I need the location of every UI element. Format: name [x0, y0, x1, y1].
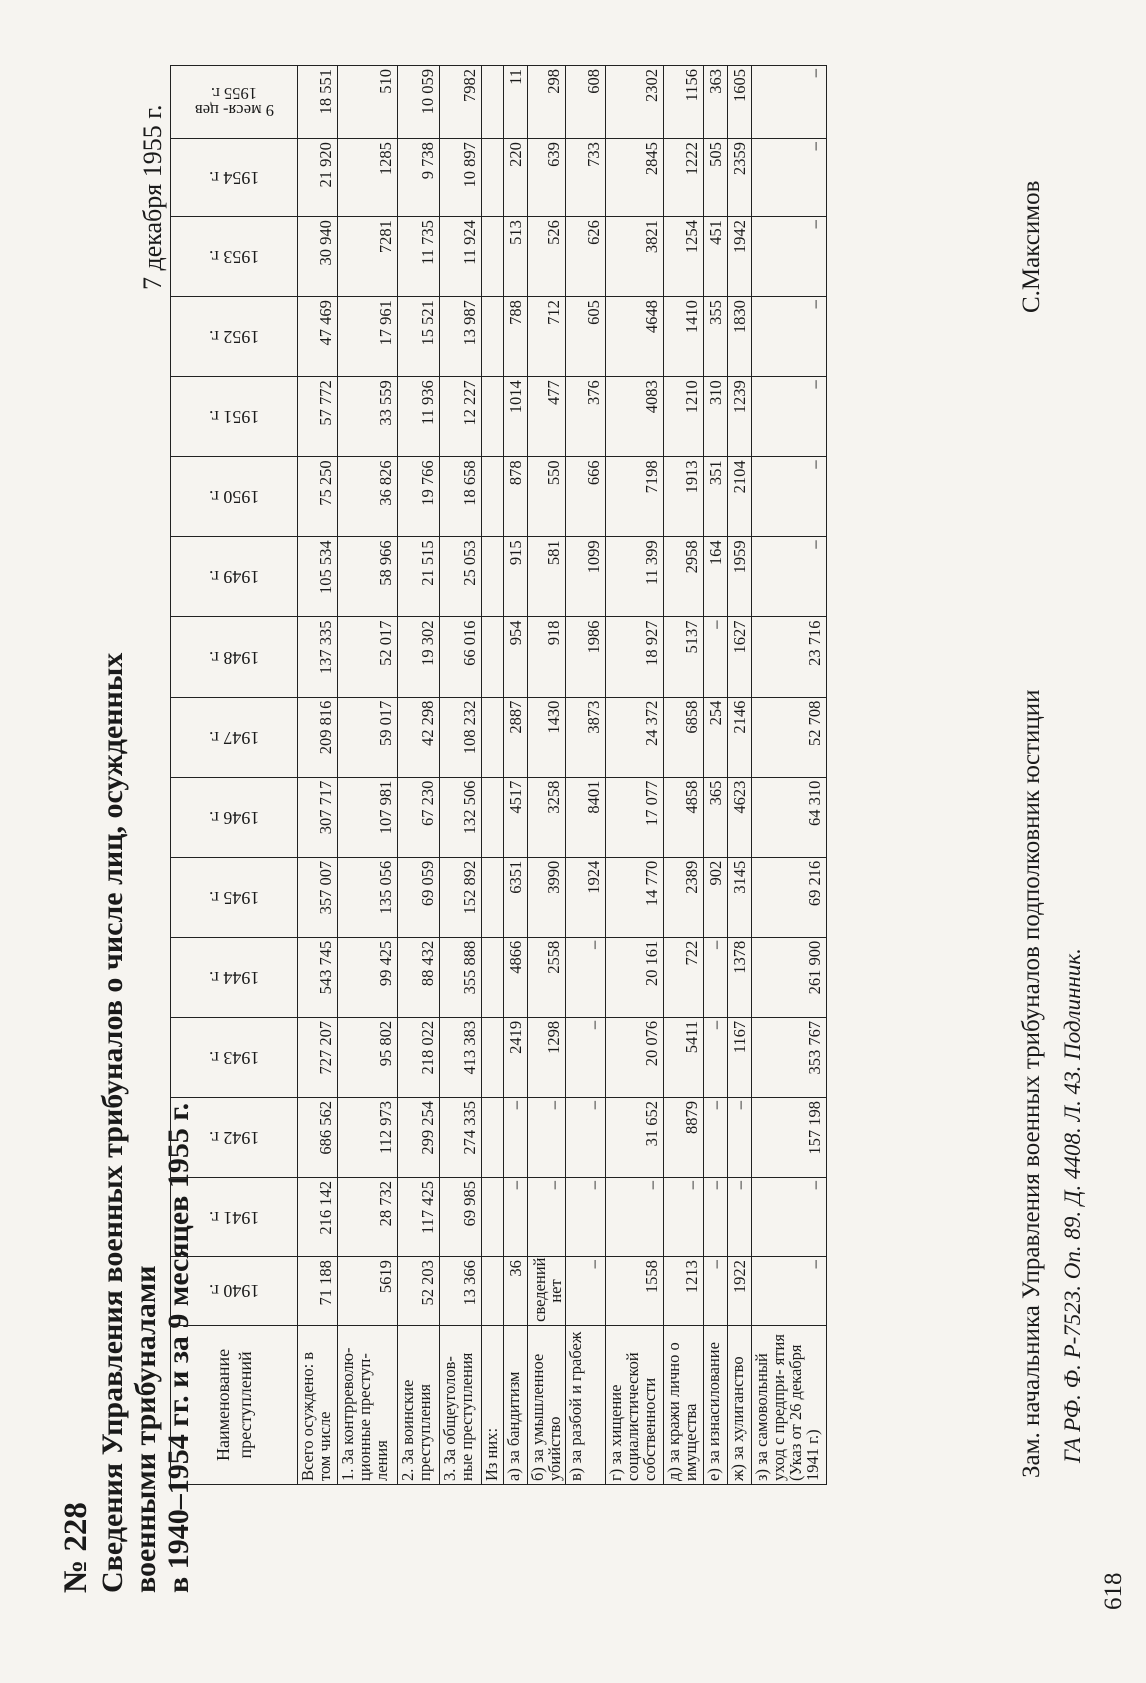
- table-cell: 2419: [504, 1017, 528, 1097]
- table-cell: 4517: [504, 777, 528, 857]
- table-cell: 1210: [664, 377, 704, 457]
- table-cell: 8879: [664, 1097, 704, 1177]
- header-year: [171, 537, 298, 617]
- table-cell: 4858: [664, 777, 704, 857]
- header-year: [171, 1257, 298, 1326]
- table-cell: –: [728, 1178, 752, 1257]
- table-cell: 712: [528, 297, 566, 377]
- table-cell: 918: [528, 617, 566, 697]
- table-cell: 112 973: [338, 1097, 398, 1177]
- table-cell: 11 735: [398, 217, 440, 297]
- table-cell: 307 717: [298, 777, 338, 857]
- table-cell: 1254: [664, 217, 704, 297]
- table-cell: 298: [528, 66, 566, 139]
- table-cell: 11: [504, 66, 528, 139]
- table-cell: –: [704, 1178, 728, 1257]
- table-cell: [482, 617, 504, 697]
- table-cell: 261 900: [752, 937, 827, 1017]
- header-crime-name: Наименование преступлений: [171, 1325, 298, 1484]
- table-cell: 1285: [338, 139, 398, 217]
- header-year-label: 1946 г.: [208, 807, 260, 828]
- table-cell: 64 310: [752, 777, 827, 857]
- table-cell: 626: [566, 217, 606, 297]
- table-cell: 2104: [728, 457, 752, 537]
- table-cell: 2558: [528, 937, 566, 1017]
- table-cell: 117 425: [398, 1178, 440, 1257]
- table-cell: 1014: [504, 377, 528, 457]
- title-line-2: в 1940–1954 гг. и за 9 месяцев 1955 г.: [162, 1102, 195, 1593]
- table-cell: 355 888: [440, 937, 482, 1017]
- table-cell: –: [704, 1097, 728, 1177]
- table-cell: [482, 857, 504, 937]
- table-cell: 1605: [728, 66, 752, 139]
- table-cell: 209 816: [298, 697, 338, 777]
- table-cell: 1942: [728, 217, 752, 297]
- table-cell: 4083: [606, 377, 664, 457]
- table-cell: 5137: [664, 617, 704, 697]
- table-cell: –: [704, 617, 728, 697]
- table-cell: 1156: [664, 66, 704, 139]
- row-label: б) за умышленное убийство: [528, 1325, 566, 1484]
- table-cell: 95 802: [338, 1017, 398, 1097]
- header-year: [171, 697, 298, 777]
- table-cell: –: [752, 66, 827, 139]
- table-cell: 1239: [728, 377, 752, 457]
- table-cell: 18 927: [606, 617, 664, 697]
- table-cell: 3145: [728, 857, 752, 937]
- table-cell: 5411: [664, 1017, 704, 1097]
- table-body: [298, 66, 827, 1485]
- table-cell: 11 399: [606, 537, 664, 617]
- table-cell: –: [566, 1097, 606, 1177]
- table-cell: 88 432: [398, 937, 440, 1017]
- row-label: 1. За контрреволю- ционные преступ- ления: [338, 1325, 398, 1484]
- table-cell: 1924: [566, 857, 606, 937]
- table-cell: 513: [504, 217, 528, 297]
- table-cell: 24 372: [606, 697, 664, 777]
- row-label: з) за самовольный уход с предпри- ятия (Указ от 26 декабря 1941 г.): [752, 1325, 827, 1484]
- table-cell: 2146: [728, 697, 752, 777]
- table-cell: 31 652: [606, 1097, 664, 1177]
- table-cell: 20 076: [606, 1017, 664, 1097]
- table-cell: 11 924: [440, 217, 482, 297]
- header-year-label: 1954 г.: [208, 168, 260, 189]
- table-cell: 52 708: [752, 697, 827, 777]
- table-cell: 510: [338, 66, 398, 139]
- table-cell: 526: [528, 217, 566, 297]
- table-cell: –: [752, 217, 827, 297]
- row-label: а) за бандитизм: [504, 1325, 528, 1484]
- table-cell: 218 022: [398, 1017, 440, 1097]
- table-cell: 105 534: [298, 537, 338, 617]
- table-cell: 376: [566, 377, 606, 457]
- table-row: [566, 66, 606, 1485]
- table-cell: 6858: [664, 697, 704, 777]
- document-number: № 228: [58, 1502, 94, 1593]
- table-cell: 23 716: [752, 617, 827, 697]
- page-number: 618: [1100, 1572, 1127, 1610]
- table-cell: 66 016: [440, 617, 482, 697]
- table-cell: 1986: [566, 617, 606, 697]
- table-cell: 451: [704, 217, 728, 297]
- table-cell: 1378: [728, 937, 752, 1017]
- header-year: [171, 617, 298, 697]
- table-cell: 351: [704, 457, 728, 537]
- table-cell: –: [752, 537, 827, 617]
- table-cell: 9 738: [398, 139, 440, 217]
- table-cell: 2845: [606, 139, 664, 217]
- table-cell: 52 017: [338, 617, 398, 697]
- table-cell: 310: [704, 377, 728, 457]
- table-cell: 157 198: [752, 1097, 827, 1177]
- table-cell: 915: [504, 537, 528, 617]
- table-cell: 69 985: [440, 1178, 482, 1257]
- table-cell: 639: [528, 139, 566, 217]
- table-cell: 550: [528, 457, 566, 537]
- title-line-1: Сведения Управления военных трибуналов о числе лиц, осужденных военными трибуналами: [96, 652, 162, 1593]
- table-cell: 878: [504, 457, 528, 537]
- table-row: [298, 66, 338, 1485]
- table-cell: 3258: [528, 777, 566, 857]
- header-year: [171, 1178, 298, 1257]
- table-row: [728, 66, 752, 1485]
- table-row: [504, 66, 528, 1485]
- table-cell: 19 302: [398, 617, 440, 697]
- signer-role: Зам. начальника Управления военных трибуналов подполковник юстиции: [1018, 689, 1045, 1478]
- table-cell: 13 366: [440, 1257, 482, 1326]
- table-cell: 3990: [528, 857, 566, 937]
- table-cell: 152 892: [440, 857, 482, 937]
- table-cell: 33 559: [338, 377, 398, 457]
- table-cell: 75 250: [298, 457, 338, 537]
- table-cell: 18 658: [440, 457, 482, 537]
- table-cell: 4648: [606, 297, 664, 377]
- table-cell: 543 745: [298, 937, 338, 1017]
- table-cell: 581: [528, 537, 566, 617]
- table-cell: 30 940: [298, 217, 338, 297]
- table-row: [606, 66, 664, 1485]
- header-year-label: 1940 г.: [208, 1281, 260, 1302]
- table-cell: [482, 777, 504, 857]
- table-cell: 99 425: [338, 937, 398, 1017]
- table-cell: 17 077: [606, 777, 664, 857]
- table-cell: 4623: [728, 777, 752, 857]
- table-cell: 12 227: [440, 377, 482, 457]
- table-cell: 2302: [606, 66, 664, 139]
- table-cell: 1213: [664, 1257, 704, 1326]
- table-cell: 2887: [504, 697, 528, 777]
- table-cell: 57 772: [298, 377, 338, 457]
- table-row: [752, 66, 827, 1485]
- table-cell: –: [528, 1097, 566, 1177]
- table-cell: 1099: [566, 537, 606, 617]
- table-cell: 1167: [728, 1017, 752, 1097]
- table-cell: сведений нет: [528, 1257, 566, 1326]
- table-cell: 8401: [566, 777, 606, 857]
- table-cell: –: [704, 1017, 728, 1097]
- table-cell: 1959: [728, 537, 752, 617]
- table-cell: 2389: [664, 857, 704, 937]
- row-label: Всего осуждено: в том числе: [298, 1325, 338, 1484]
- table-cell: –: [504, 1097, 528, 1177]
- table-cell: 788: [504, 297, 528, 377]
- table-cell: –: [752, 1257, 827, 1326]
- row-label: Из них:: [482, 1325, 504, 1484]
- table-cell: 14 770: [606, 857, 664, 937]
- header-year: [171, 457, 298, 537]
- table-cell: 108 232: [440, 697, 482, 777]
- table-cell: 365: [704, 777, 728, 857]
- table-row: [704, 66, 728, 1485]
- table-row: [398, 66, 440, 1485]
- header-year-label: 9 меся- цев 1955 г.: [194, 84, 274, 121]
- header-year-label: 1948 г.: [208, 647, 260, 668]
- table-cell: –: [752, 457, 827, 537]
- table-cell: 67 230: [398, 777, 440, 857]
- table-cell: 20 161: [606, 937, 664, 1017]
- table-header-row: [171, 66, 298, 1485]
- table-cell: [482, 1178, 504, 1257]
- table-cell: 6351: [504, 857, 528, 937]
- table-cell: 1627: [728, 617, 752, 697]
- table-cell: –: [752, 1178, 827, 1257]
- table-cell: 1913: [664, 457, 704, 537]
- header-year-label: 1950 г.: [208, 487, 260, 508]
- table-cell: –: [504, 1178, 528, 1257]
- table-cell: 505: [704, 139, 728, 217]
- header-year-label: 1944 г.: [208, 967, 260, 988]
- table-cell: –: [752, 139, 827, 217]
- header-year-label: 1941 г.: [208, 1207, 260, 1228]
- table-cell: 1222: [664, 139, 704, 217]
- table-cell: 71 188: [298, 1257, 338, 1326]
- table-cell: 363: [704, 66, 728, 139]
- row-label: г) за хищение социалистической собственности: [606, 1325, 664, 1484]
- table-cell: 7198: [606, 457, 664, 537]
- row-label: д) за кражи лично о имущества: [664, 1325, 704, 1484]
- table-cell: [482, 377, 504, 457]
- table-cell: 18 551: [298, 66, 338, 139]
- table-cell: [482, 1097, 504, 1177]
- table-cell: 1430: [528, 697, 566, 777]
- table-cell: 357 007: [298, 857, 338, 937]
- table-cell: 137 335: [298, 617, 338, 697]
- row-label: 2. За воинские преступления: [398, 1325, 440, 1484]
- header-year-label: 1953 г.: [208, 247, 260, 268]
- table-cell: 299 254: [398, 1097, 440, 1177]
- header-year-1955: [171, 66, 298, 139]
- table-cell: 3873: [566, 697, 606, 777]
- table-cell: 666: [566, 457, 606, 537]
- table-cell: 59 017: [338, 697, 398, 777]
- table-cell: 47 469: [298, 297, 338, 377]
- table-cell: 25 053: [440, 537, 482, 617]
- table-cell: [482, 1257, 504, 1326]
- table-cell: 254: [704, 697, 728, 777]
- table-cell: [482, 217, 504, 297]
- table-cell: [482, 457, 504, 537]
- table-cell: 4866: [504, 937, 528, 1017]
- table-cell: 28 732: [338, 1178, 398, 1257]
- table-cell: –: [566, 1178, 606, 1257]
- table-cell: –: [704, 937, 728, 1017]
- header-year: [171, 857, 298, 937]
- table-cell: 733: [566, 139, 606, 217]
- header-year-label: 1951 г.: [208, 407, 260, 428]
- row-label: в) за разбой и грабеж: [566, 1325, 606, 1484]
- convictions-table: [170, 65, 827, 1485]
- table-cell: 19 766: [398, 457, 440, 537]
- row-label: 3. За общеуголов- ные преступления: [440, 1325, 482, 1484]
- header-year-label: 1949 г.: [208, 567, 260, 588]
- table-cell: 1298: [528, 1017, 566, 1097]
- table-cell: 216 142: [298, 1178, 338, 1257]
- table-cell: [482, 937, 504, 1017]
- table-cell: –: [752, 297, 827, 377]
- table-cell: 17 961: [338, 297, 398, 377]
- table-cell: 954: [504, 617, 528, 697]
- header-year-label: 1947 г.: [208, 727, 260, 748]
- table-cell: –: [606, 1178, 664, 1257]
- document-date: 7 декабря 1955 г.: [138, 104, 167, 290]
- table-cell: 164: [704, 537, 728, 617]
- table-cell: 15 521: [398, 297, 440, 377]
- table-cell: 274 335: [440, 1097, 482, 1177]
- header-year: [171, 139, 298, 217]
- table-cell: 10 059: [398, 66, 440, 139]
- table-cell: 21 515: [398, 537, 440, 617]
- table-cell: 1922: [728, 1257, 752, 1326]
- table-cell: 135 056: [338, 857, 398, 937]
- table-cell: 21 920: [298, 139, 338, 217]
- table-cell: 11 936: [398, 377, 440, 457]
- table-cell: 477: [528, 377, 566, 457]
- table-cell: –: [752, 377, 827, 457]
- table-cell: 42 298: [398, 697, 440, 777]
- table-cell: –: [566, 1257, 606, 1326]
- table-cell: 1410: [664, 297, 704, 377]
- header-year: [171, 377, 298, 457]
- table-row: [482, 66, 504, 1485]
- table-cell: 107 981: [338, 777, 398, 857]
- table-cell: 608: [566, 66, 606, 139]
- table-cell: 1558: [606, 1257, 664, 1326]
- table-cell: [482, 297, 504, 377]
- table-cell: 353 767: [752, 1017, 827, 1097]
- table-cell: 5619: [338, 1257, 398, 1326]
- table-cell: [482, 537, 504, 617]
- table-cell: 7281: [338, 217, 398, 297]
- table-cell: 36 826: [338, 457, 398, 537]
- table-cell: 13 987: [440, 297, 482, 377]
- header-year: [171, 1097, 298, 1177]
- table-cell: –: [664, 1178, 704, 1257]
- row-label: ж) за хулиганство: [728, 1325, 752, 1484]
- table-cell: 69 216: [752, 857, 827, 937]
- table-cell: –: [528, 1178, 566, 1257]
- table-cell: –: [704, 1257, 728, 1326]
- table-cell: 69 059: [398, 857, 440, 937]
- table-cell: 36: [504, 1257, 528, 1326]
- header-year-label: 1952 г.: [208, 327, 260, 348]
- header-year: [171, 217, 298, 297]
- table-cell: 605: [566, 297, 606, 377]
- table-cell: 10 897: [440, 139, 482, 217]
- table-cell: 902: [704, 857, 728, 937]
- table-cell: 2958: [664, 537, 704, 617]
- table-row: [528, 66, 566, 1485]
- table-cell: 2359: [728, 139, 752, 217]
- signer-name: С.Максимов: [1018, 180, 1045, 313]
- table-row: [338, 66, 398, 1485]
- table-row: [440, 66, 482, 1485]
- table-cell: [482, 139, 504, 217]
- header-year: [171, 297, 298, 377]
- table-cell: 722: [664, 937, 704, 1017]
- table-cell: 413 383: [440, 1017, 482, 1097]
- table-cell: 52 203: [398, 1257, 440, 1326]
- table-cell: 1830: [728, 297, 752, 377]
- table-cell: [482, 1017, 504, 1097]
- header-year: [171, 777, 298, 857]
- table-cell: 355: [704, 297, 728, 377]
- header-year-label: 1942 г.: [208, 1128, 260, 1148]
- table-cell: 7982: [440, 66, 482, 139]
- table-cell: 58 966: [338, 537, 398, 617]
- header-year-label: 1943 г.: [208, 1047, 260, 1068]
- table-cell: [482, 66, 504, 139]
- table-cell: –: [728, 1097, 752, 1177]
- table-cell: 3821: [606, 217, 664, 297]
- table-cell: –: [566, 1017, 606, 1097]
- table-row: [664, 66, 704, 1485]
- table-cell: [482, 697, 504, 777]
- table-cell: 220: [504, 139, 528, 217]
- table-cell: –: [566, 937, 606, 1017]
- header-year: [171, 937, 298, 1017]
- header-year-label: 1945 г.: [208, 887, 260, 908]
- archive-source: ГА РФ. Ф. Р-7523. Оп. 89. Д. 4408. Л. 43. Подлинник.: [1060, 948, 1085, 1463]
- table-cell: 686 562: [298, 1097, 338, 1177]
- table-cell: 727 207: [298, 1017, 338, 1097]
- table-cell: 132 506: [440, 777, 482, 857]
- row-label: е) за изнасилование: [704, 1325, 728, 1484]
- header-year: [171, 1017, 298, 1097]
